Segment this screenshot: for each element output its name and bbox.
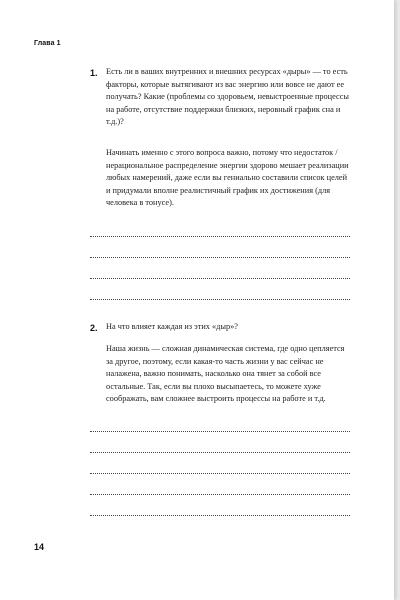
answer-line[interactable] — [90, 432, 350, 453]
answer-lines-2 — [90, 411, 350, 516]
answer-line[interactable] — [90, 474, 350, 495]
answer-line[interactable] — [90, 237, 350, 258]
chapter-label: Глава 1 — [34, 40, 61, 47]
answer-line[interactable] — [90, 258, 350, 279]
answer-line[interactable] — [90, 411, 350, 432]
page-number: 14 — [34, 542, 45, 552]
question-1-text: Есть ли в ваших внутренних и внешних ресурсах «дыры» — то есть факторы, которые вытягивают из вас энергию или вовсе не дают ее получать? Какие (проблемы со здоровьем, невыстроенные процессы на работе, отсутствие поддержки близких, неровный график сна и т.д.)? — [106, 67, 349, 126]
question-2-text: На что влияет каждая из этих «дыр»? — [106, 322, 238, 331]
answer-line[interactable] — [90, 216, 350, 237]
question-2-number: 2. — [90, 323, 98, 333]
answer-lines-1 — [90, 216, 350, 300]
question-1-number: 1. — [90, 68, 98, 78]
answer-line[interactable] — [90, 279, 350, 300]
question-2-note: Наша жизнь — сложная динамическая система, где одно цепляется за другое, поэтому, если какая-то часть жизни у вас сейчас не налажена, важно понимать, насколько она тянет за собой все остальные. Так, если вы плохо высыпаетесь, то можете хуже соображать, вам сложнее выстроить процессы на работе и т.д. — [106, 344, 345, 403]
question-1-note: Начинать именно с этого вопроса важно, потому что недостаток / нерациональное распределение энергии здорово мешает реализации любых намерений, даже если вы гениально составили список целей и придумали вполне реалистичный график их достижения (для человека в тонусе). — [106, 148, 349, 207]
answer-line[interactable] — [90, 495, 350, 516]
answer-line[interactable] — [90, 453, 350, 474]
